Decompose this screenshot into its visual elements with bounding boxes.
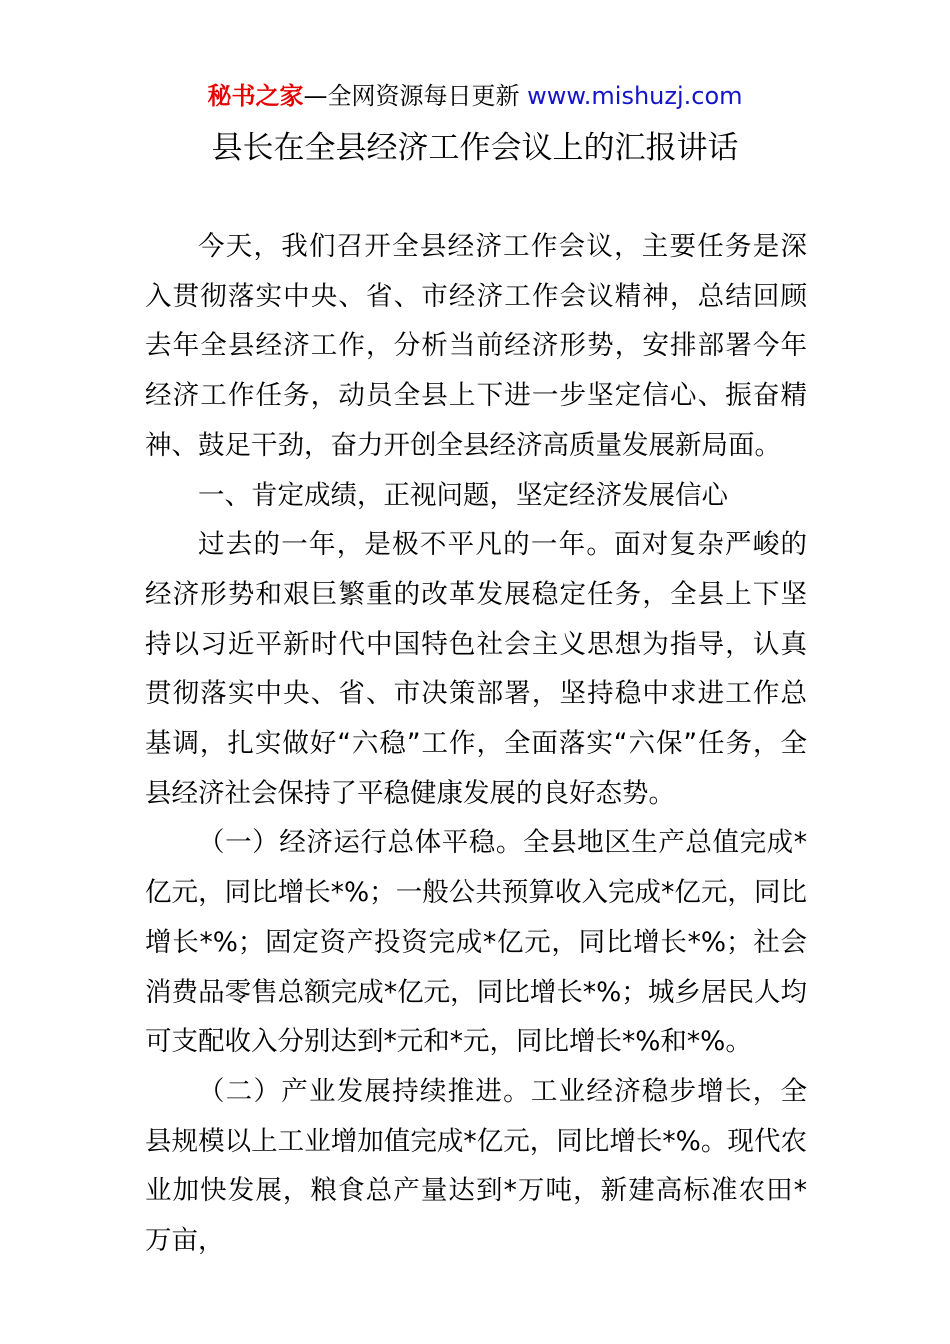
document-title: 县长在全县经济工作会议上的汇报讲话: [211, 130, 739, 166]
paragraph-review: 过去的一年，是极不平凡的一年。面对复杂严峻的经济形势和艰巨繁重的改革发展稳定任务，全县上下坚持以习近平新时代中国特色社会主义思想为指导，认真贯彻落实中央、省、市决策部署，坚持稳中求进工作总基调，扎实做好“六稳”工作，全面落实“六保”任务，全县经济社会保持了平稳健康发展的良好态势。: [145, 529, 807, 809]
site-url[interactable]: www.mishuzj.com: [527, 82, 743, 110]
paragraph-economy: （一）经济运行总体平稳。全县地区生产总值完成*亿元，同比增长*%；一般公共预算收入完成*亿元，同比增长*%；固定资产投资完成*亿元，同比增长*%；社会消费品零售总额完成*亿元，同比增长*%；城乡居民人均可支配收入分别达到*元和*元，同比增长*%和*%。: [145, 827, 807, 1058]
brand-name: 秘书之家: [207, 82, 304, 110]
paragraph-industry: （二）产业发展持续推进。工业经济稳步增长，全县规模以上工业增加值完成*亿元，同比增长*%。现代农业加快发展，粮食总产量达到*万吨，新建高标准农田*万亩，: [145, 1075, 807, 1257]
header-tagline: —全网资源每日更新: [303, 82, 520, 110]
paragraph-intro: 今天，我们召开全县经济工作会议，主要任务是深入贯彻落实中央、省、市经济工作会议精神，总结回顾去年全县经济工作，分析当前经济形势，安排部署今年经济工作任务，动员全县上下进一步坚定信心、振奋精神、鼓足干劲，奋力开创全县经济高质量发展新局面。: [145, 231, 807, 461]
page-header: [0, 80, 950, 112]
document-body: [145, 222, 807, 1266]
section-heading: 一、肯定成绩，正视问题，坚定经济发展信心: [198, 479, 728, 511]
